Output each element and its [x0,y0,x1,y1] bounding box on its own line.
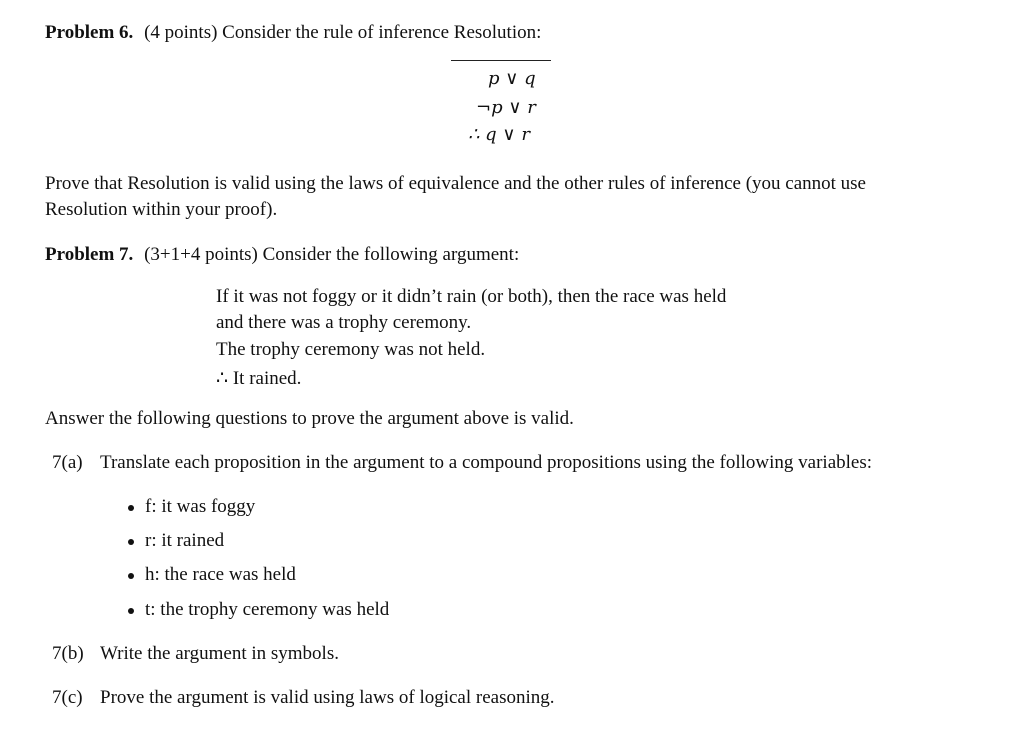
conclusion: ∴ q ∨ r [468,124,530,145]
part-a-text: Translate each proposition in the argument to a compound propositions using the following variables: [100,452,873,473]
bullet-icon [128,539,134,545]
variable-item-f: f: it was foggy [145,496,256,517]
premise-1: p ∨ q [488,68,536,89]
part-b [52,643,339,665]
inference-rule-line [451,60,551,61]
bullet-icon [128,505,134,511]
problem-6-title: Problem 6. [45,22,134,43]
part-b-label: 7(b) [52,643,84,664]
problem-7-heading-line [45,244,519,266]
problem-6-prompt-line-1: Prove that Resolution is valid using the laws of equivalence and the other rules of inference (you cannot use [45,173,866,194]
problem-7-title: Problem 7. [45,244,134,265]
argument-line-1: If it was not foggy or it didn’t rain (or both), then the race was held [216,286,727,307]
problem-6-points: (4 points) Consider the rule of inference Resolution: [144,22,542,43]
bullet-icon [128,573,134,579]
argument-conclusion: ∴ It rained. [216,368,302,389]
problem-6-prompt-line-2: Resolution within your proof). [45,199,278,220]
argument-line-3: The trophy ceremony was not held. [216,339,486,360]
part-c-label: 7(c) [52,687,83,708]
bullet-icon [128,608,134,614]
variable-item-r: r: it rained [145,530,225,551]
part-b-text: Write the argument in symbols. [100,643,339,664]
variable-item-t: t: the trophy ceremony was held [145,599,390,620]
problem-6-heading-line [45,22,541,44]
problem-7-instruction: Answer the following questions to prove the argument above is valid. [45,408,574,429]
argument-line-2: and there was a trophy ceremony. [216,312,472,333]
part-a [52,452,872,474]
part-c [52,687,555,709]
problem-7-points: (3+1+4 points) Consider the following argument: [144,244,520,265]
part-a-label: 7(a) [52,452,83,473]
part-c-text: Prove the argument is valid using laws of logical reasoning. [100,687,555,708]
variable-item-h: h: the race was held [145,564,296,585]
premise-2: ¬p ∨ r [476,97,536,118]
